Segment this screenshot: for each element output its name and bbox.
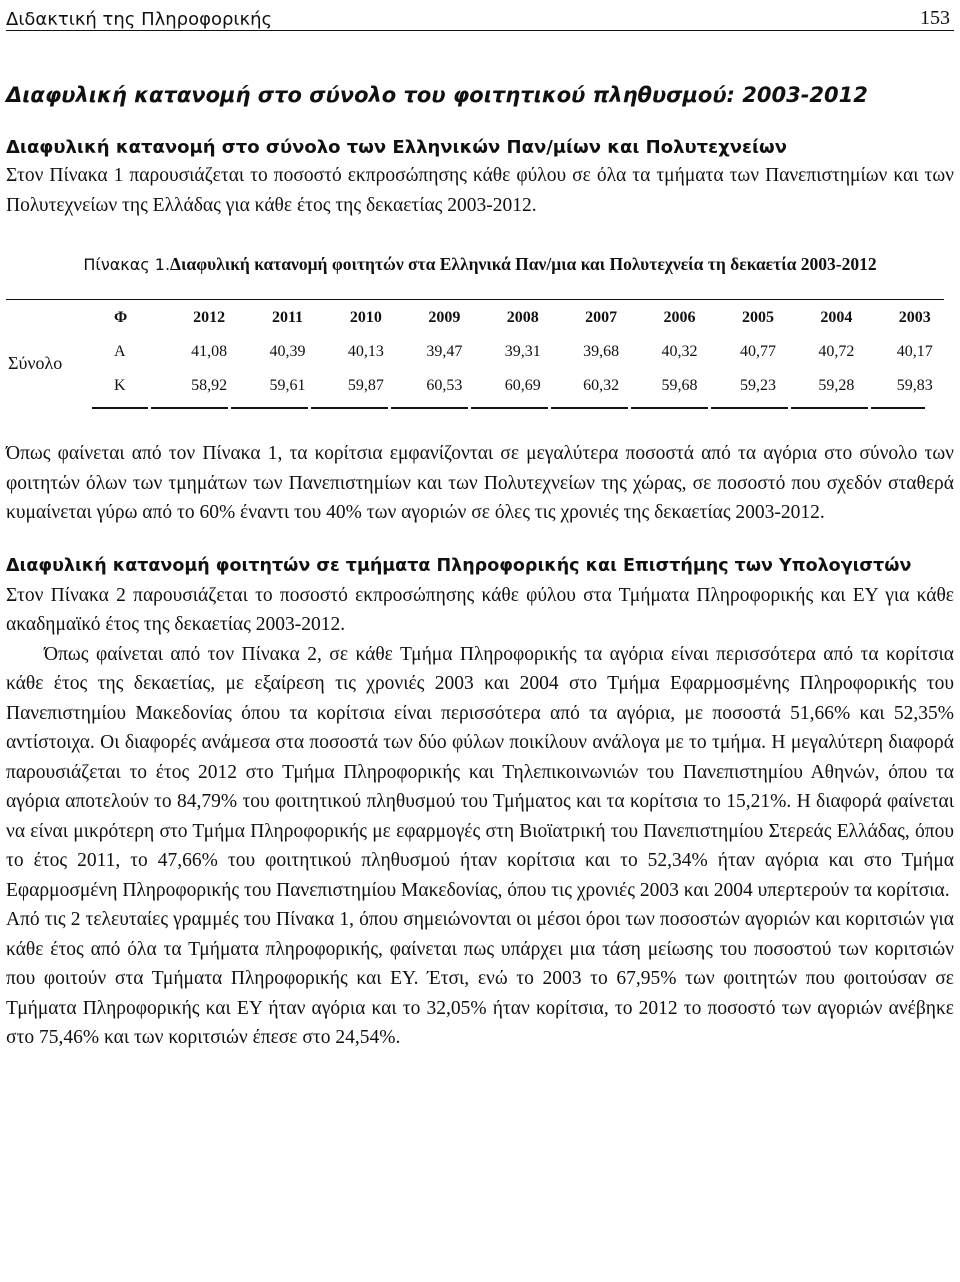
bottom-rule-segment — [631, 407, 708, 409]
table-cell: 41,08 — [191, 343, 228, 360]
informatics-analysis: Όπως φαίνεται από τον Πίνακα 2, σε κάθε Τμήμα Πληροφορικής τα αγόρια είναι περισσότερα από τα κορίτσια κάθε έτος της δεκαετίας, με εξαίρεση τις χρονιές 2003 και 2004 στο Τμήμα Εφαρμοσμένης Πληροφορικής του Πανεπιστημίου Μακεδονίας όπου τα κορίτσια είναι περισσότερα από τα αγόρια, με ποσοστά 51,66% και 52,35% αντίστοιχα. Οι διαφορές ανάμεσα στα ποσοστά των δύο φύλων ποικίλουν ανάλογα με το τμήμα. Η μεγαλύτερη διαφορά παρουσιάζεται το έτος 2012 στο Τμήμα Πληροφορικής και Τηλεπικοινωνιών του Πανεπιστημίου Αθηνών, όπου τα αγόρια αποτελούν το 84,79% του φοιτητικού πληθυσμού του Τμήματος και τα κορίτσια το 15,21%. Η διαφορά φαίνεται να είναι μικρότερη στο Τμήμα Πληροφορικής με εφαρμογές στη Βιοϊατρική του Πανεπιστημίου Στερεάς Ελλάδας, όπου το έτος 2011, το 47,66% του φοιτητικού πληθυσμού ήταν κορίτσια και το 52,34% ήταν αγόρια και στο Τμήμα Εφαρμοσμένη Πληροφορικής του Πανεπιστημίου Μακεδονίας, όπου τις χρονιές 2003 και 2004 υπερτερούν τα κορίτσια. — [6, 643, 954, 901]
table-row-boys — [92, 335, 954, 369]
bottom-rule-segment — [92, 407, 148, 409]
bottom-rule-segment — [791, 407, 868, 409]
bottom-rule-segment — [471, 407, 548, 409]
table-body — [92, 299, 954, 403]
table-header-row — [92, 299, 954, 335]
bottom-rule-segment — [231, 407, 308, 409]
header-cell: 2006 — [663, 309, 696, 326]
header-cell: Φ — [114, 309, 128, 326]
running-header — [6, 0, 954, 31]
header-cell: 2005 — [741, 309, 774, 326]
table-cell: 39,31 — [504, 343, 541, 360]
table-cell: 59,87 — [347, 377, 384, 394]
informatics-intro: Στον Πίνακα 2 παρουσιάζεται το ποσοστό εκπροσώπησης κάθε φύλου στα Τμήματα Πληροφορικής και ΕΥ για κάθε ακαδημαϊκό έτος της δεκαετίας 2003-2012. — [6, 584, 954, 635]
bottom-rule-segment — [871, 407, 925, 409]
header-cell: 2007 — [585, 309, 618, 326]
table-cell: Α — [114, 343, 126, 360]
bottom-rule-segment — [711, 407, 788, 409]
page-number: 153 — [920, 7, 950, 29]
table-cell: 60,32 — [583, 377, 620, 394]
table-caption-text: Διαφυλική κατανομή φοιτητών στα Ελληνικά Παν/μια και Πολυτεχνεία τη δεκαετία 2003-2012 — [170, 254, 877, 274]
results-block — [6, 439, 954, 528]
informatics-section — [6, 552, 954, 1053]
table-cell: 59,68 — [661, 377, 698, 394]
row-group-label: Σύνολο — [8, 353, 63, 373]
table-cell: 59,61 — [269, 377, 306, 394]
table-cell: 40,39 — [269, 343, 306, 360]
table-cell: 40,77 — [739, 343, 776, 360]
table-cell: 39,68 — [583, 343, 620, 360]
header-cell: 2003 — [898, 309, 931, 326]
table-bottom-rules — [92, 407, 925, 409]
bottom-rule-segment — [391, 407, 468, 409]
table-cell: 40,17 — [896, 343, 933, 360]
bottom-rule-segment — [311, 407, 388, 409]
bottom-rule-segment — [151, 407, 228, 409]
table-cell: 39,47 — [426, 343, 463, 360]
subsection-title-overall: Διαφυλική κατανομή στο σύνολο των Ελληνικών Παν/μίων και Πολυτεχνείων — [6, 137, 787, 158]
table-commentary: Όπως φαίνεται από τον Πίνακα 1, τα κορίτσια εμφανίζονται σε μεγαλύτερα ποσοστά από τα αγόρια στο σύνολο των φοιτητών όλων των τμημάτων των Πανεπιστημίων και των Πολυτεχνείων της χώρας, σε ποσοστό που σχεδόν σταθερά κυμαίνεται γύρω από το 60% έναντι του 40% των αγοριών σε όλες τις χρονιές της δεκαετίας 2003-2012. — [6, 443, 954, 523]
table-cell: 59,83 — [896, 377, 933, 394]
running-header-title: Διδακτική της Πληροφορικής — [6, 9, 273, 30]
informatics-trend: Από τις 2 τελευταίες γραμμές του Πίνακα 1, όπου σημειώνονται οι μέσοι όροι των ποσοστών αγοριών και κοριτσιών για κάθε έτος από όλα τα Τμήματα πληροφορικής, φαίνεται πως υπάρχει μια τάση μείωσης του ποσοστού των κοριτσιών που φοιτούν στα Τμήματα Πληροφορικής και ΕΥ. Έτσι, ενώ το 2003 το 67,95% των φοιτητών που φοιτούσαν σε Τμήματα Πληροφορικής και ΕΥ ήταν αγόρια και το 32,05% ήταν κορίτσια, το 2012 το ποσοστό των αγοριών ανέβηκε στο 75,46% και των κοριτσιών έπεσε στο 24,54%. — [6, 909, 954, 1048]
table-caption-label: Πίνακας 1. — [83, 255, 171, 274]
table-cell: 58,92 — [191, 377, 228, 394]
header-cell: 2009 — [428, 309, 461, 326]
section-title: Διαφυλική κατανομή στο σύνολο του φοιτητικού πληθυσμού: 2003-2012 — [6, 83, 868, 107]
table-row-girls — [92, 369, 954, 403]
table-caption — [6, 250, 954, 279]
bottom-rule-segment — [551, 407, 628, 409]
table-cell: 59,23 — [739, 377, 776, 394]
gender-distribution-table — [6, 299, 954, 417]
table-cell: 40,32 — [661, 343, 698, 360]
table-cell: 60,69 — [504, 377, 541, 394]
intro-paragraph: Στον Πίνακα 1 παρουσιάζεται το ποσοστό εκπροσώπησης κάθε φύλου σε όλα τα τμήματα των Πανεπιστημίων και των Πολυτεχνείων της Ελλάδας για κάθε έτος της δεκαετίας 2003-2012. — [6, 165, 954, 216]
header-cell: 2012 — [193, 309, 226, 326]
subsection-title-informatics: Διαφυλική κατανομή φοιτητών σε τμήματα Πληροφορικής και Επιστήμης των Υπολογιστών — [6, 555, 912, 576]
header-cell: 2010 — [349, 309, 382, 326]
table-cell: 60,53 — [426, 377, 463, 394]
header-cell: 2004 — [820, 309, 853, 326]
table-cell: Κ — [114, 377, 126, 394]
table-cell: 59,28 — [818, 377, 855, 394]
header-cell: 2008 — [506, 309, 539, 326]
table-cell: 40,13 — [347, 343, 384, 360]
header-cell: 2011 — [271, 309, 304, 326]
table-cell: 40,72 — [818, 343, 855, 360]
